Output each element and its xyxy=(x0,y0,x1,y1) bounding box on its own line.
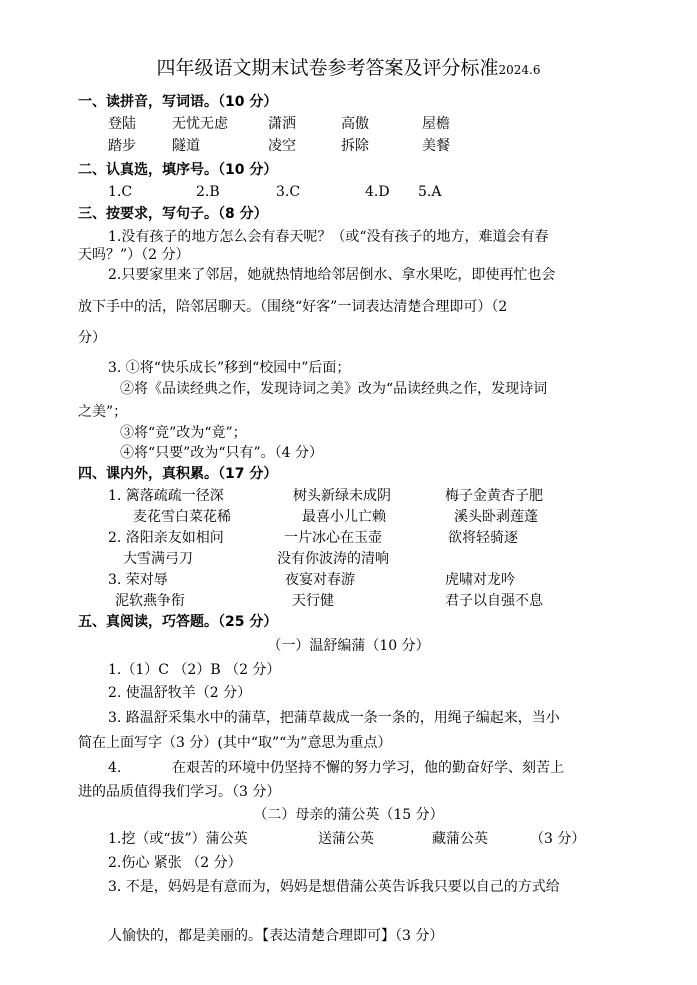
s1-r1-c2: 无忧无虑 xyxy=(172,116,228,132)
s5-a1: 1.（1）C （2）B （2 分） xyxy=(108,662,281,678)
s5-subheading-2: （二）母亲的蒲公英（15 分） xyxy=(253,807,444,823)
s3-q3-item1: 3. ①将“快乐成长”移到“校园中”后面； xyxy=(108,360,351,376)
s4-r3-c2: 一片冰心在玉壶 xyxy=(284,530,382,546)
s4-r3-c1: 2. 洛阳亲友如相问 xyxy=(108,530,224,546)
s5-b1-c2: 送蒲公英 xyxy=(318,831,374,847)
s5-b3-line2: 人愉快的，都是美丽的。【表达清楚合理即可】（3 分） xyxy=(108,928,444,944)
page-title xyxy=(0,58,697,80)
s1-r1-c4: 高傲 xyxy=(341,116,369,132)
s1-r1-c1: 登陆 xyxy=(108,116,136,132)
s1-r2-c4: 拆除 xyxy=(341,138,369,154)
s4-r1-c1: 1. 篱落疏疏一径深 xyxy=(108,488,224,504)
s5-a4-number: 4. xyxy=(108,760,122,776)
s1-r2-c1: 踏步 xyxy=(108,138,136,154)
s4-r1-c3: 梅子金黄杏子肥 xyxy=(445,488,543,504)
s4-r3-c3: 欲将轻骑逐 xyxy=(448,530,518,546)
s3-q2-line2: 放下手中的活，陪邻居聊天。（围绕“好客”一词表达清楚合理即可）（2 xyxy=(78,299,508,315)
section-3-heading: 三、按要求，写句子。（8 分） xyxy=(78,206,268,222)
s4-r6-c3: 君子以自强不息 xyxy=(445,593,543,609)
section-1-heading: 一、读拼音，写词语。（10 分） xyxy=(78,94,278,110)
s4-r4-c1: 大雪满弓刀 xyxy=(123,551,193,567)
s5-subheading-1: （一）温舒编蒲（10 分） xyxy=(267,638,430,654)
s3-q1-line2: 天吗？”）（2 分） xyxy=(78,247,190,263)
section-2-heading: 二、认真选，填序号。（10 分） xyxy=(78,162,278,178)
section-5-heading: 五、真阅读，巧答题。（25 分） xyxy=(78,614,278,630)
s5-b1-c1: 1.挖（或“拔”）蒲公英 xyxy=(108,831,248,847)
s2-answer-2: 2.B xyxy=(196,184,220,200)
s4-r5-c3: 虎啸对龙吟 xyxy=(445,572,515,588)
s5-b3-line1: 3. 不是，妈妈是有意而为，妈妈是想借蒲公英告诉我只要以自己的方式给 xyxy=(108,879,560,895)
s2-answer-4: 4.D xyxy=(365,184,390,200)
title-date: 2024.6 xyxy=(498,63,541,77)
s5-b1-c4: （3 分） xyxy=(530,831,586,847)
s1-r2-c5: 美餐 xyxy=(422,138,450,154)
s3-q3-item4: ④将“只要”改为“只有”。（4 分） xyxy=(120,445,323,461)
title-text: 四年级语文期末试卷参考答案及评分标准 xyxy=(156,57,499,79)
s5-a4-line1: 在艰苦的环境中仍坚持不懈的努力学习，他的勤奋好学、刻苦上 xyxy=(172,760,564,776)
s5-a2: 2. 使温舒牧羊（2 分） xyxy=(108,685,252,701)
s5-a3-line1: 3. 路温舒采集水中的蒲草，把蒲草裁成一条一条的，用绳子编起来，当小 xyxy=(108,710,560,726)
s4-r6-c1: 泥软燕争衔 xyxy=(115,593,185,609)
s3-q2-line1: 2.只要家里来了邻居，她就热情地给邻居倒水、拿水果吃，即使再忙也会 xyxy=(108,267,556,283)
s5-a4-line2: 进的品质值得我们学习。（3 分） xyxy=(78,784,281,800)
s4-r2-c1: 麦花雪白菜花稀 xyxy=(133,509,231,525)
s3-q3-item3: ③将“竞”改为“竟”； xyxy=(120,425,247,441)
s4-r2-c2: 最喜小儿亡赖 xyxy=(302,509,386,525)
s1-r2-c2: 隧道 xyxy=(172,138,200,154)
s3-q2-line3: 分） xyxy=(78,330,106,346)
s5-b2: 2.伤心 紧张 （2 分） xyxy=(108,855,242,871)
s4-r5-c2: 夜宴对春游 xyxy=(285,572,355,588)
s3-q3-item2-line1: ②将《品读经典之作，发现诗词之美》改为“品读经典之作，发现诗词 xyxy=(120,381,548,397)
s4-r2-c3: 溪头卧剥莲蓬 xyxy=(454,509,538,525)
s1-r1-c3: 潇洒 xyxy=(268,116,296,132)
s2-answer-3: 3.C xyxy=(276,184,301,200)
s2-answer-1: 1.C xyxy=(108,184,133,200)
s3-q1-line1: 1.没有孩子的地方怎么会有春天呢？（或“没有孩子的地方，难道会有春 xyxy=(108,229,549,245)
s4-r1-c2: 树头新绿未成阴 xyxy=(293,488,391,504)
s1-r1-c5: 屋檐 xyxy=(422,116,450,132)
section-4-heading: 四、课内外，真积累。（17 分） xyxy=(78,466,278,482)
s4-r4-c2: 没有你波涛的清响 xyxy=(277,551,389,567)
s1-r2-c3: 凌空 xyxy=(268,138,296,154)
s2-answer-5: 5.A xyxy=(418,184,442,200)
s4-r6-c2: 天行健 xyxy=(292,593,334,609)
s4-r5-c1: 3. 荣对辱 xyxy=(108,572,168,588)
s3-q3-item2-line2: 之美”； xyxy=(78,404,128,420)
s5-b1-c3: 藏蒲公英 xyxy=(432,831,488,847)
s5-a3-line2: 简在上面写字（3 分）(其中“取”“为”意思为重点） xyxy=(78,735,392,751)
